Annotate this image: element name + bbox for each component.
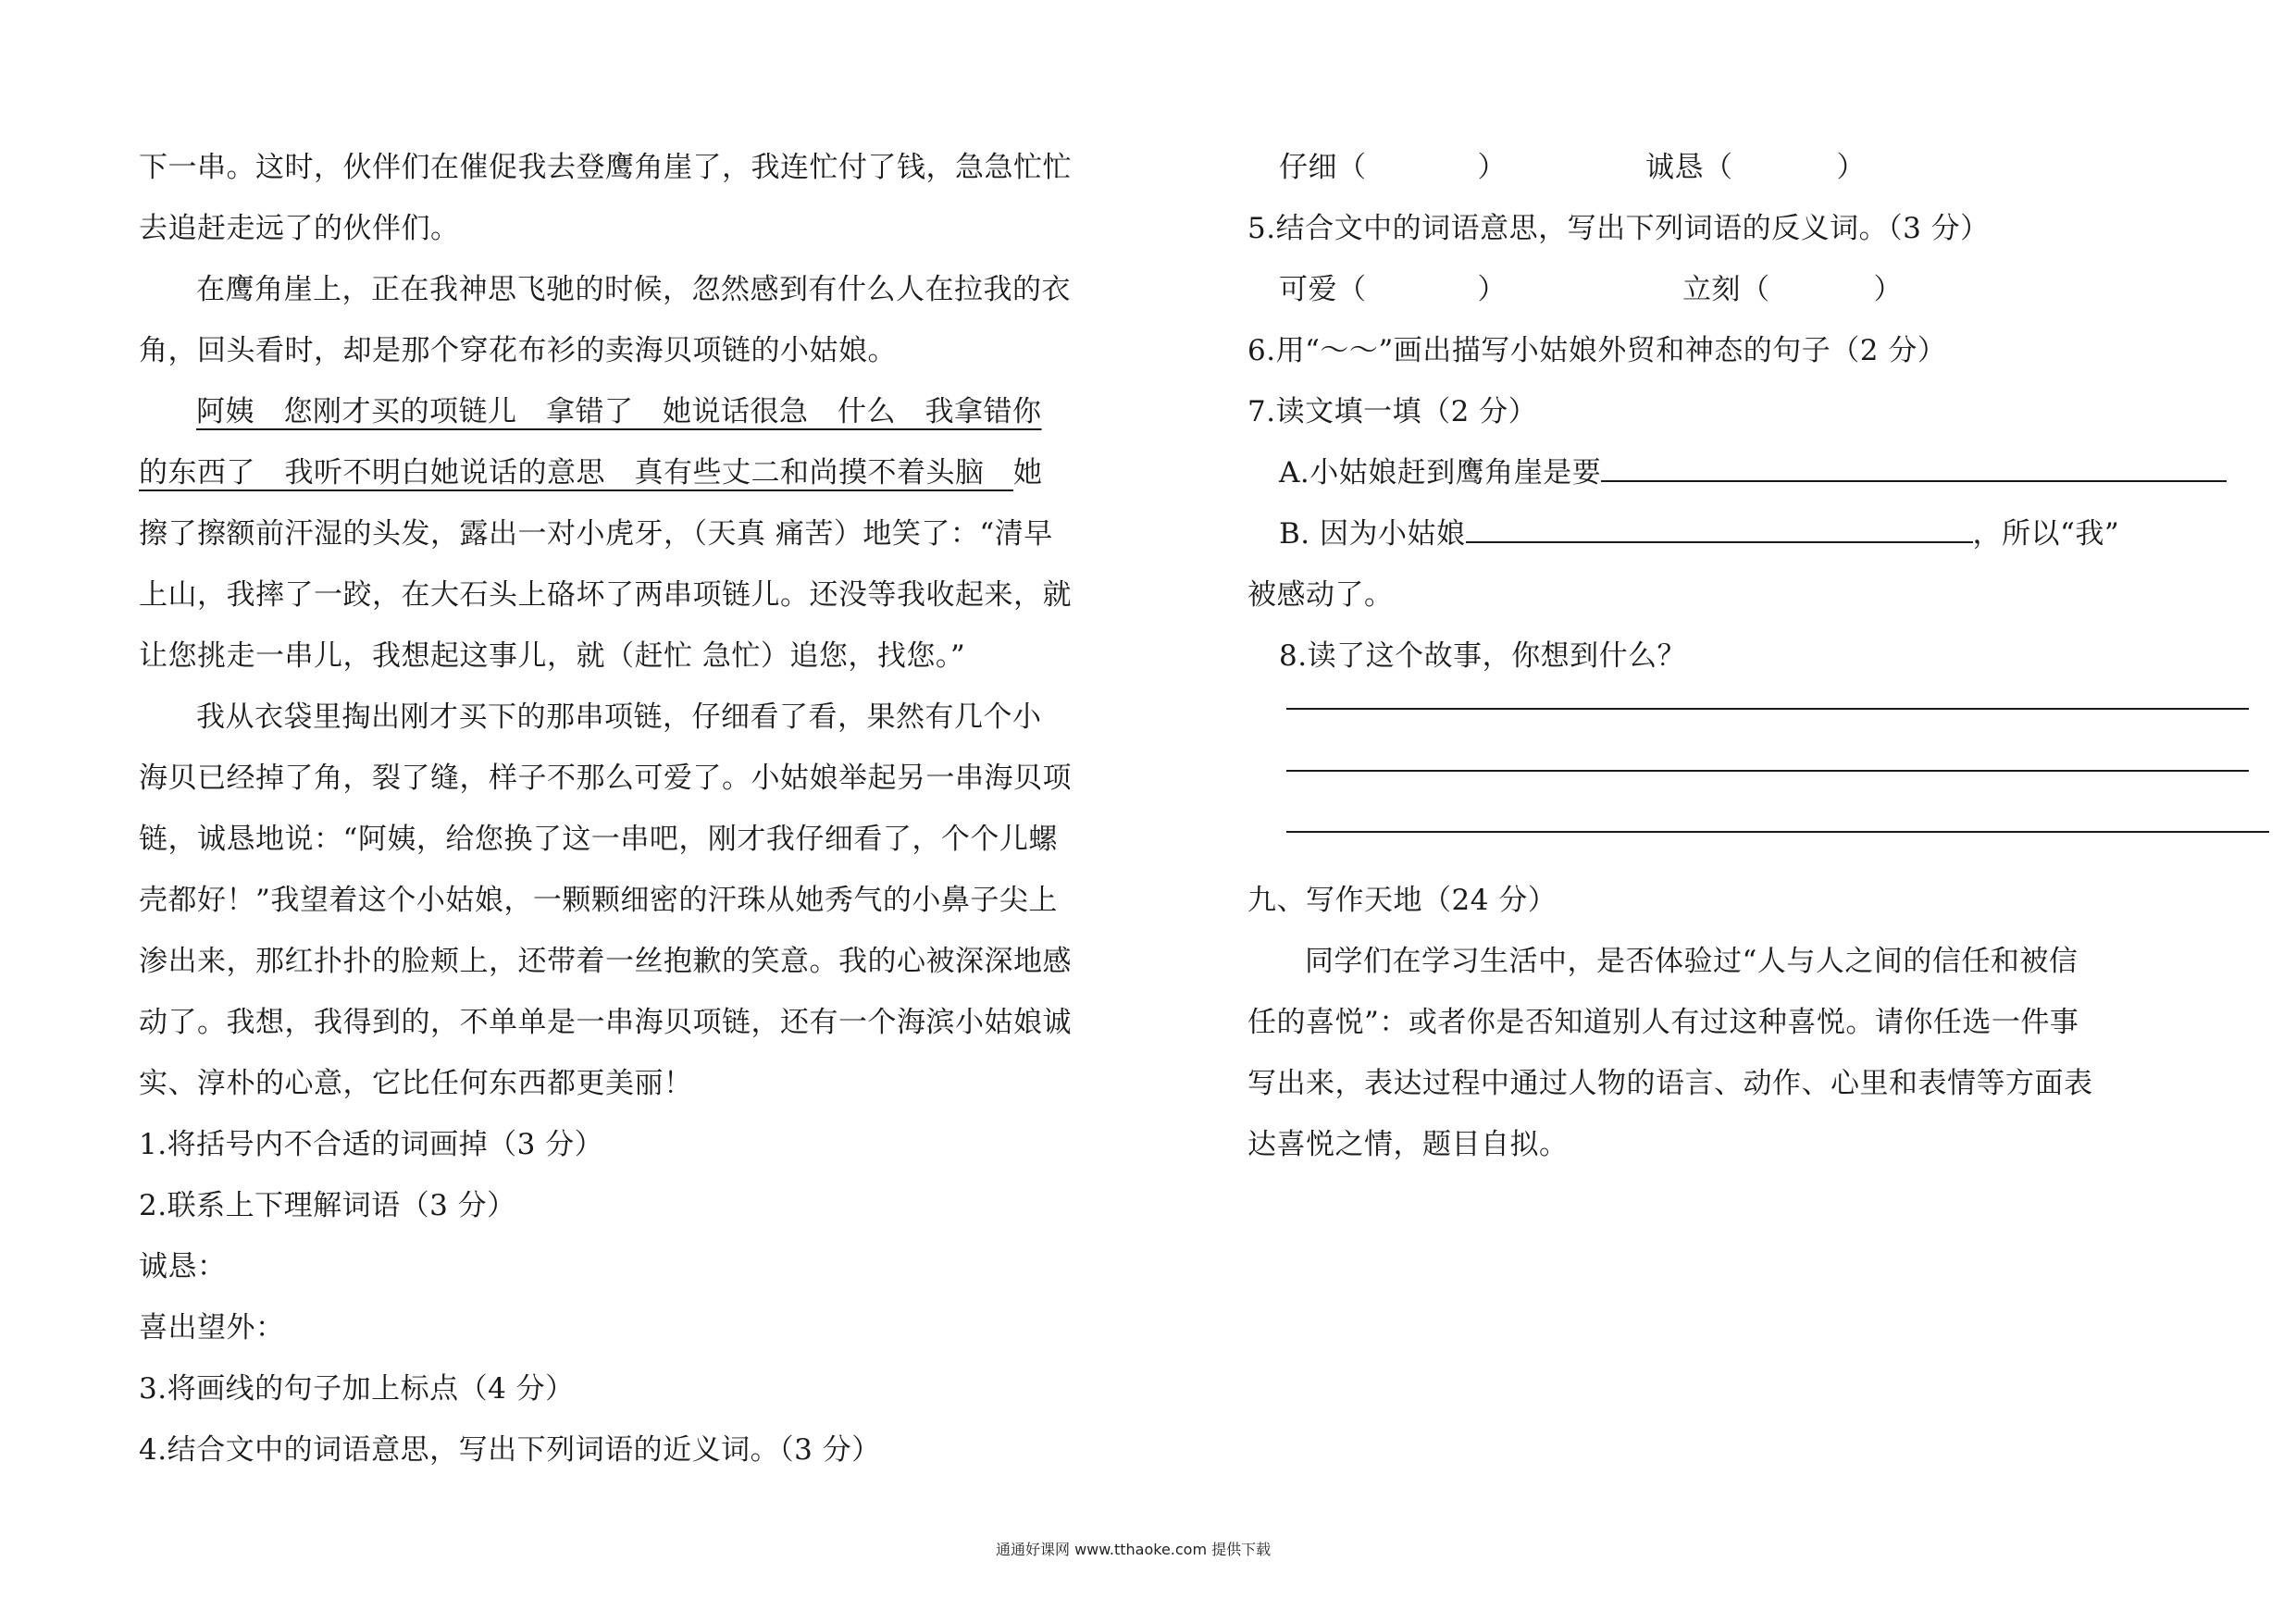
passage-line: 下一串。这时，伙伴们在催促我去登鹰角崖了，我连忙付了钱，急急忙忙 — [139, 151, 1072, 184]
question-7-a-label: A.小姑娘赶到鹰角崖是要 — [1279, 456, 1602, 489]
answer-blank[interactable] — [1601, 452, 2227, 482]
passage-line: 擦了擦额前汗湿的头发，露出一对小虎牙，（天真 痛苦）地笑了：“清早 — [139, 517, 1053, 551]
question-7-b-suffix: ，所以“我” — [1972, 517, 2120, 551]
section-9-heading: 九、写作天地（24 分） — [1247, 884, 1558, 917]
answer-line[interactable] — [1286, 770, 2249, 772]
question-7-a — [1247, 442, 2265, 503]
underlined-sentence-line — [139, 442, 1122, 503]
word-prompt-close: ） — [1873, 273, 1903, 306]
question-5: 5.结合文中的词语意思，写出下列词语的反义词。（3 分） — [1247, 212, 1990, 245]
question-4: 4.结合文中的词语意思，写出下列词语的近义词。（3 分） — [139, 1433, 881, 1467]
passage-text: 她 — [1013, 456, 1043, 489]
question-7-b-cont: 被感动了。 — [1247, 578, 1394, 612]
passage-line: 实、淳朴的心意，它比任何东西都更美丽！ — [139, 1067, 693, 1100]
passage-line: 让您挑走一串儿，我想起这事儿，就（赶忙 急忙）追您，找您。” — [139, 639, 966, 673]
writing-prompt-line: 同学们在学习生活中，是否体验过“人与人之间的信任和被信 — [1305, 945, 2079, 978]
left-column — [139, 137, 1122, 1481]
question-4-items — [1247, 137, 2265, 198]
passage-line: 壳都好！”我望着这个小姑娘，一颗颗细密的汗珠从她秀气的小鼻子尖上 — [139, 884, 1058, 917]
writing-prompt-line: 达喜悦之情，题目自拟。 — [1247, 1128, 1569, 1161]
word-prompt: 可爱（ — [1279, 273, 1367, 306]
passage-line: 角，回头看时，却是那个穿花布衫的卖海贝项链的小姑娘。 — [139, 334, 897, 367]
underlined-sentence-line — [139, 381, 1122, 442]
passage-line: 去追赶走远了的伙伴们。 — [139, 212, 460, 245]
passage-line: 上山，我摔了一跤，在大石头上硌坏了两串项链儿。还没等我收起来，就 — [139, 578, 1072, 612]
question-6: 6.用“～～”画出描写小姑娘外贸和神态的句子（2 分） — [1247, 334, 1947, 367]
question-8: 8.读了这个故事，你想到什么？ — [1279, 639, 1687, 673]
passage-line: 动了。我想，我得到的，不单单是一串海贝项链，还有一个海滨小姑娘诚 — [139, 1006, 1072, 1039]
question-2-item: 诚恳： — [139, 1250, 227, 1283]
writing-prompt-line: 写出来，表达过程中通过人物的语言、动作、心里和表情等方面表 — [1247, 1067, 2093, 1100]
passage-line: 在鹰角崖上，正在我神思飞驰的时候，忽然感到有什么人在拉我的衣 — [196, 273, 1071, 306]
question-7-b — [1247, 503, 2265, 564]
footer-credit: 通通好课网 www.tthaoke.com 提供下载 — [996, 1541, 1272, 1558]
word-prompt-close: ） — [1477, 151, 1507, 184]
question-3: 3.将画线的句子加上标点（4 分） — [139, 1372, 575, 1406]
right-column — [1247, 137, 2265, 1175]
passage-line: 链，诚恳地说：“阿姨，给您换了这一串吧，刚才我仔细看了，个个儿螺 — [139, 823, 1058, 856]
question-7: 7.读文填一填（2 分） — [1247, 395, 1538, 428]
word-prompt-close: ） — [1836, 151, 1866, 184]
underlined-sentence: 的东西了 我听不明白她说话的意思 真有些丈二和尚摸不着头脑 — [139, 456, 1013, 489]
word-prompt: 仔细（ — [1279, 151, 1367, 184]
passage-line: 海贝已经掉了角，裂了缝，样子不那么可爱了。小姑娘举起另一串海贝项 — [139, 762, 1072, 795]
answer-blank[interactable] — [1466, 514, 1973, 543]
question-7-b-label: B. 因为小姑娘 — [1279, 517, 1466, 551]
answer-line[interactable] — [1286, 708, 2249, 710]
question-5-items — [1247, 259, 2265, 320]
question-2-item: 喜出望外： — [139, 1311, 285, 1344]
question-2: 2.联系上下理解词语（3 分） — [139, 1189, 516, 1222]
word-prompt: 诚恳（ — [1645, 151, 1733, 184]
passage-line: 我从衣袋里掏出刚才买下的那串项链，仔细看了看，果然有几个小 — [196, 700, 1042, 734]
passage-line: 渗出来，那红扑扑的脸颊上，还带着一丝抱歉的笑意。我的心被深深地感 — [139, 945, 1072, 978]
word-prompt-close: ） — [1477, 273, 1507, 306]
underlined-sentence: 阿姨 您刚才买的项链儿 拿错了 她说话很急 什么 我拿错你 — [196, 395, 1042, 428]
writing-prompt-line: 任的喜悦”：或者你是否知道别人有过这种喜悦。请你任选一件事 — [1247, 1006, 2079, 1039]
answer-line[interactable] — [1286, 831, 2269, 833]
question-1: 1.将括号内不合适的词画掉（3 分） — [139, 1128, 604, 1161]
word-prompt: 立刻（ — [1682, 273, 1770, 306]
